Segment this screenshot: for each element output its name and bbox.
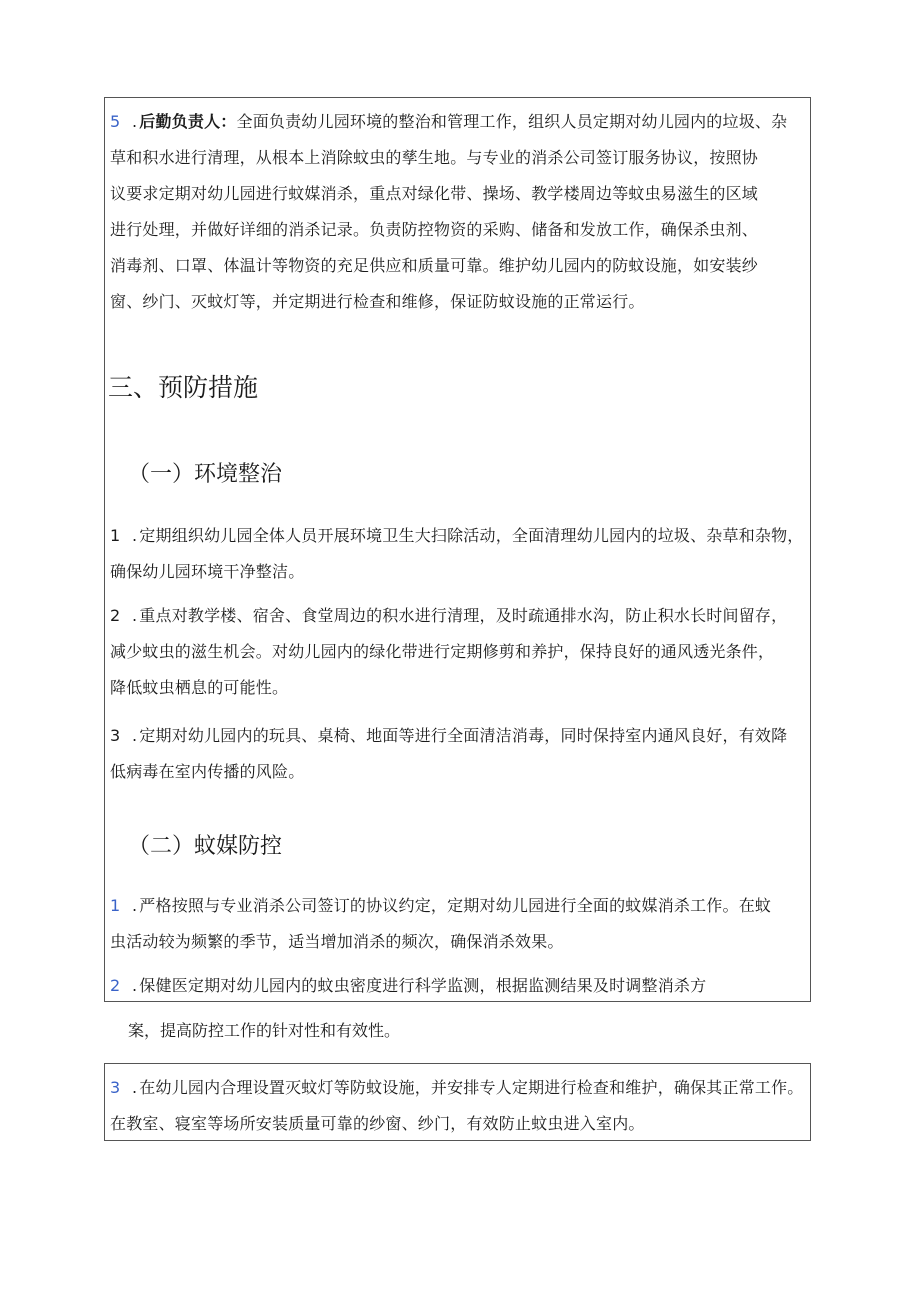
item-number: 3 bbox=[110, 1078, 121, 1097]
item-5-paragraph: 5 . 后勤负责人：全面负责幼儿园环境的整治和管理工作，组织人员定期对幼儿园内的垃圾、杂 草和积水进行清理，从根本上消除蚊虫的孳生地。与专业的消杀公司签订服务协议，按照协 议要求定期对幼儿园进行蚊媒消杀，重点对绿化带、操场、教学楼周边等蚊虫易滋生的区域 进行处理，并做好详细的消杀记录。负责防控物资的采购、储备和发放工作，确保杀虫剂、 消毒剂、口罩、体温计等物资的充足供应和质量可靠。维护幼儿园内的防蚊设施，如安装纱 窗、纱门、灭蚊灯等，并定期进行检查和维修，保证防蚊设施的正常运行。 bbox=[110, 104, 810, 320]
item-number: 2 bbox=[110, 606, 121, 625]
env-item-3: 3 . 定期对幼儿园内的玩具、桌椅、地面等进行全面清洁消毒，同时保持室内通风良好，有效降 低病毒在室内传播的风险。 bbox=[110, 718, 810, 790]
control-item-1: 1 . 严格按照与专业消杀公司签订的协议约定，定期对幼儿园进行全面的蚊媒消杀工作。在蚊 虫活动较为频繁的季节，适当增加消杀的频次，确保消杀效果。 bbox=[110, 888, 810, 960]
control-item-2-continuation: 案，提高防控工作的针对性和有效性。 bbox=[128, 1021, 401, 1040]
item-number: 5 bbox=[110, 112, 121, 131]
subsection-heading-mosquito-control: （二）蚊媒防控 bbox=[128, 834, 283, 859]
subsection-heading-environment: （一）环境整治 bbox=[128, 462, 283, 487]
item-number: 2 bbox=[110, 976, 121, 995]
section-heading: 三、预防措施 bbox=[108, 373, 259, 402]
item-number: 1 bbox=[110, 526, 121, 545]
item-number: 3 bbox=[110, 726, 121, 745]
control-item-3: 3 . 在幼儿园内合理设置灭蚊灯等防蚊设施，并安排专人定期进行检查和维护，确保其正常工作。 在教室、寝室等场所安装质量可靠的纱窗、纱门，有效防止蚊虫进入室内。 bbox=[110, 1070, 810, 1142]
env-item-2: 2 . 重点对教学楼、宿舍、食堂周边的积水进行清理，及时疏通排水沟，防止积水长时间留存， 减少蚊虫的滋生机会。对幼儿园内的绿化带进行定期修剪和养护，保持良好的通风透光条件， 降低蚊虫栖息的可能性。 bbox=[110, 598, 810, 706]
env-item-1: 1 . 定期组织幼儿园全体人员开展环境卫生大扫除活动，全面清理幼儿园内的垃圾、杂草和杂物， 确保幼儿园环境干净整洁。 bbox=[110, 518, 810, 590]
control-item-2: 2 . 保健医定期对幼儿园内的蚊虫密度进行科学监测，根据监测结果及时调整消杀方 bbox=[110, 968, 810, 1004]
item-number: 1 bbox=[110, 896, 121, 915]
item-label: 后勤负责人： bbox=[139, 112, 237, 131]
